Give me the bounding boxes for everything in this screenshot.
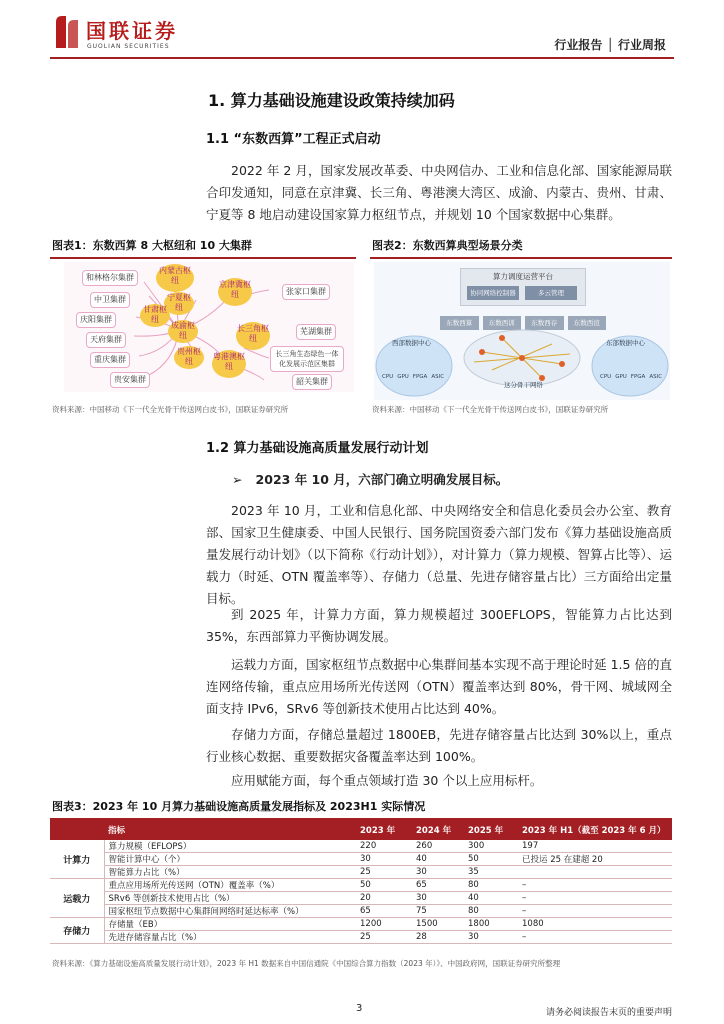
table-source: 资料来源：《算力基础设施高质量发展行动计划》，2023 年 H1 数据来自中国信通院《中国综合算力指数（2023 年）》、中国政府网，国联证券研究所整理: [52, 959, 561, 968]
paragraph: 存储力方面，存储总量超过 1800EB，先进存储容量占比达到 30%以上，重点行业核心数据、重要数据灾备覆盖率达到 100%。: [206, 727, 672, 764]
hub-node: 成渝枢纽: [168, 320, 198, 343]
table-cell: 75: [412, 905, 464, 918]
table-cell: 50: [464, 853, 518, 866]
hub-node: 长三角枢纽: [236, 322, 270, 350]
table-cell: 25: [356, 866, 412, 879]
column-header: 2023 年 H1（截至 2023 年 6 月）: [518, 820, 672, 840]
chip-label: ASIC: [649, 374, 663, 380]
bullet-text: 2023 年 10 月，六部门确立明确发展目标。: [255, 472, 509, 487]
table-cell: 20: [356, 892, 412, 905]
mindmap-center: [182, 328, 183, 329]
table-cell: 智能算力占比（%）: [104, 866, 356, 879]
data-table: [50, 820, 672, 944]
table-cell: 重点应用场所光传送网（OTN）覆盖率（%）: [104, 879, 356, 892]
table-row: [50, 866, 672, 879]
table-cell: 30: [412, 866, 464, 879]
chip-label: ASIC: [431, 374, 445, 380]
chip-label: FPGA: [630, 374, 646, 380]
chip-label: CPU: [382, 374, 394, 380]
table-cell: 1800: [464, 918, 518, 931]
table-cell: 先进存储容量占比（%）: [104, 931, 356, 944]
table-cell: 80: [464, 879, 518, 892]
cluster-node: 中卫集群: [90, 292, 130, 308]
cluster-node: 张家口集群: [282, 284, 330, 300]
scene-label: 东数西渲: [568, 316, 607, 330]
table-cell: 30: [464, 931, 518, 944]
table-header-row: [50, 820, 672, 840]
figure-2: [370, 235, 672, 259]
header-divider: [50, 57, 674, 59]
figure-source: 资料来源：中国移动《下一代全光骨干传送网白皮书》，国联证券研究所: [52, 405, 289, 414]
scene-label: 东数西算: [440, 316, 479, 330]
brand-logo-icon: [52, 14, 80, 50]
table-cell: 1200: [356, 918, 412, 931]
table-cell: 30: [412, 892, 464, 905]
table-row: [50, 853, 672, 866]
table-cell: 80: [464, 905, 518, 918]
subsection-title: 1.1 “东数西算”工程正式启动: [206, 132, 381, 147]
cluster-node: 和林格尔集群: [82, 270, 138, 286]
bullet-item: [232, 470, 508, 488]
cluster-node: 贵安集群: [110, 372, 150, 388]
controller-box: 协同网络控制器: [467, 286, 519, 300]
table-cell: –: [518, 879, 672, 892]
table-cell: –: [518, 905, 672, 918]
hub-node: 贵州枢纽: [174, 346, 204, 369]
paragraph: 到 2025 年，计算力方面，算力规模超过 300EFLOPS，智能算力占比达到 35%，东西部算力平衡协调发展。: [206, 607, 672, 644]
chip-label: CPU: [600, 374, 612, 380]
table-row: [50, 931, 672, 944]
table-cell: 国家枢纽节点数据中心集群间网络时延达标率（%）: [104, 905, 356, 918]
table-cell: –: [518, 931, 672, 944]
cluster-node: 庆阳集群: [76, 312, 116, 328]
subsection-title: 1.2 算力基础设施高质量发展行动计划: [206, 441, 429, 456]
table-cell: 30: [356, 853, 412, 866]
cluster-node: 韶关集群: [292, 374, 332, 390]
figure-title: 图表1：东数西算 8 大枢纽和 10 大集群: [52, 239, 252, 252]
east-chip-row: [600, 374, 662, 380]
figure-title: 图表3：2023 年 10 月算力基础设施高质量发展指标及 2023H1 实际情况: [52, 800, 426, 813]
table-cell: [518, 866, 672, 879]
table-cell: 智能计算中心（个）: [104, 853, 356, 866]
table-cell: 1500: [412, 918, 464, 931]
table-cell: 220: [356, 840, 412, 853]
page-number: 3: [356, 1003, 363, 1014]
multicloud-box: 多云管理: [525, 286, 577, 300]
table-cell: –: [518, 892, 672, 905]
west-dc-label: 西部数据中心: [392, 339, 431, 347]
column-header: 2024 年: [412, 820, 464, 840]
hub-node: 宁夏枢纽: [164, 292, 194, 315]
table-cell: 28: [412, 931, 464, 944]
table-row: [50, 879, 672, 892]
column-header: 2025 年: [464, 820, 518, 840]
network-label: 这分骨干网络: [504, 381, 543, 389]
cluster-node: 天府集群: [86, 332, 126, 348]
table-cell: 算力规模（EFLOPS）: [104, 840, 356, 853]
table-cell: 65: [356, 905, 412, 918]
hub-node: 甘肃枢纽: [140, 304, 170, 327]
indicator-table: [50, 820, 672, 944]
chip-label: GPU: [397, 374, 409, 380]
table-row: [50, 892, 672, 905]
table-row: [50, 918, 672, 931]
report-type: 行业报告 │ 行业周报: [554, 38, 666, 52]
figure-1: [50, 235, 356, 259]
footer-disclaimer: 请务必阅读报告末页的重要声明: [545, 1008, 672, 1018]
chip-label: GPU: [615, 374, 627, 380]
section-title: 1. 算力基础设施建设政策持续加码: [208, 91, 455, 110]
figure-3: [50, 796, 672, 820]
scenario-diagram: [374, 262, 670, 400]
east-dc-label: 东部数据中心: [606, 339, 645, 347]
column-header: 指标: [104, 820, 356, 840]
paragraph: 应用赋能方面，每个重点领域打造 30 个以上应用标杆。: [231, 773, 543, 788]
figure-title-bar: [370, 257, 672, 259]
hub-node: 京津冀枢纽: [218, 278, 252, 306]
scene-label: 东数西训: [483, 316, 522, 330]
table-cell: 40: [412, 853, 464, 866]
category-cell: 运载力: [50, 879, 104, 918]
hub-node: 内蒙古枢纽: [156, 264, 194, 292]
table-cell: 40: [464, 892, 518, 905]
brand-name-en: GUOLIAN SECURITIES: [87, 43, 170, 50]
category-cell: 存储力: [50, 918, 104, 944]
figure-source: 资料来源：中国移动《下一代全光骨干传送网白皮书》，国联证券研究所: [372, 405, 609, 414]
scene-label: 东数西存: [525, 316, 564, 330]
table-row: [50, 840, 672, 853]
category-cell: 计算力: [50, 840, 104, 879]
table-cell: 197: [518, 840, 672, 853]
figure-title-bar: [50, 257, 356, 259]
bullet-arrow-icon: ➢: [232, 472, 243, 487]
paragraph: 2022 年 2 月，国家发展改革委、中央网信办、工业和信息化部、国家能源局联合印发通知，同意在京津冀、长三角、粤港澳大湾区、成渝、内蒙古、贵州、甘肃、宁夏等 8 地启动建设国家算力枢纽节点，并规划 10 个国家数据中心集群。: [206, 163, 672, 222]
table-cell: SRv6 等创新技术使用占比（%）: [104, 892, 356, 905]
hub-node: 粤港澳枢纽: [212, 350, 246, 378]
platform-label: 算力调度运营平台: [493, 272, 553, 281]
table-row: [50, 905, 672, 918]
table-cell: 65: [412, 879, 464, 892]
cluster-node: 长三角生态绿色一体化发展示范区集群: [270, 346, 344, 372]
chip-label: FPGA: [412, 374, 428, 380]
cluster-mindmap: [64, 262, 354, 392]
table-cell: 已投运 25 在建超 20: [518, 853, 672, 866]
column-header: [50, 820, 104, 840]
table-cell: 25: [356, 931, 412, 944]
west-chip-row: [382, 374, 444, 380]
column-header: 2023 年: [356, 820, 412, 840]
cluster-node: 芜湖集群: [296, 324, 336, 340]
table-cell: 300: [464, 840, 518, 853]
figure-title: 图表2：东数西算典型场景分类: [372, 239, 523, 252]
paragraph: 2023 年 10 月，工业和信息化部、中央网络安全和信息化委员会办公室、教育部、国家卫生健康委、中国人民银行、国务院国资委六部门发布《算力基础设施高质量发展行动计划》（以下简称《行动计划》），对计算力（算力规模、智算占比等）、运载力（时延、OTN 覆盖率等）、存储力（总量、先进存储容量占比）三方面给出定量目标。: [206, 503, 672, 606]
table-cell: 存储量（EB）: [104, 918, 356, 931]
cluster-node: 重庆集群: [90, 352, 130, 368]
table-cell: 1080: [518, 918, 672, 931]
paragraph: 运载力方面，国家枢纽节点数据中心集群间基本实现不高于理论时延 1.5 倍的直连网络传输，重点应用场所光传送网（OTN）覆盖率达到 80%，骨干网、城域网全面支持 IPv6，SRv6 等创新技术使用占比达到 40%。: [206, 657, 672, 716]
brand-name: 国联证券: [86, 19, 178, 43]
platform-box: [460, 268, 586, 306]
table-cell: 50: [356, 879, 412, 892]
table-cell: 260: [412, 840, 464, 853]
table-cell: 35: [464, 866, 518, 879]
